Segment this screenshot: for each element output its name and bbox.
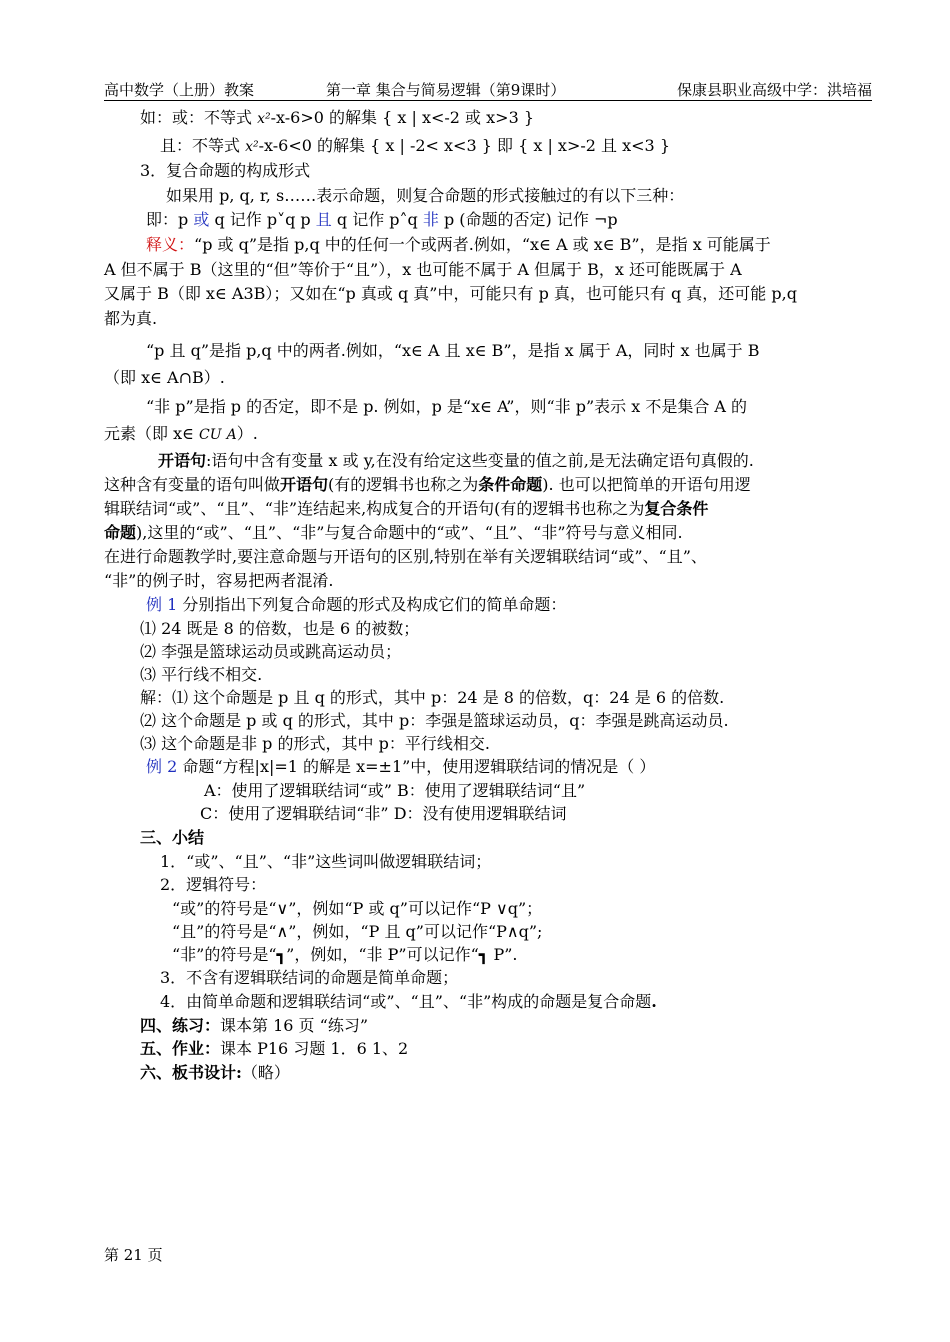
text-line-l06 — [146, 234, 771, 256]
text-line-l11 — [104, 367, 225, 389]
text-segment: 2．逻辑符号： — [160, 875, 267, 894]
text-segment: 开语句 — [158, 451, 207, 470]
text-line-l10 — [146, 340, 759, 362]
text-segment: 复合条件 — [644, 499, 709, 518]
text-segment: 四、练习： — [140, 1016, 221, 1035]
text-segment: 条件命题 — [478, 475, 543, 494]
text-segment: “且”的符号是“∧”，例如，“P 且 q”可以记作“P∧q”; — [172, 922, 543, 941]
text-line-l39 — [140, 1038, 408, 1060]
text-line-l02 — [160, 135, 670, 158]
text-segment: 元素（即 x∈ — [104, 424, 200, 443]
text-segment: 三、小结 — [140, 828, 205, 847]
header-center: 第一章 集合与简易逻辑（第9课时） — [326, 81, 566, 99]
text-segment: . — [651, 992, 657, 1011]
text-segment: （即 x∈ A∩B）. — [104, 368, 225, 387]
text-segment: ⑶ 平行线不相交. — [140, 665, 263, 684]
text-segment: (有的逻辑书也称之为 — [328, 475, 479, 494]
text-segment: U — [209, 427, 222, 443]
text-segment: 命题“方程|x|=1 的解是 x=±1”中，使用逻辑联结词的情况是（ ） — [177, 757, 656, 776]
text-line-l40 — [140, 1062, 290, 1084]
text-segment: q 记作 p˅q p — [209, 210, 316, 229]
header-left: 高中数学（上册）教案 — [104, 81, 255, 99]
text-segment: 六、板书设计: — [140, 1063, 242, 1082]
text-segment: 释义： — [146, 235, 195, 254]
text-line-l12 — [146, 396, 747, 418]
text-line-l33 — [172, 898, 542, 920]
text-segment: C：使用了逻辑联结词“非” D：没有使用逻辑联结词 — [200, 804, 567, 823]
text-segment: 且 — [315, 210, 332, 229]
text-segment: 在进行命题教学时,要注意命题与开语句的区别,特别在举有关逻辑联结词“或”、“且”、 — [104, 547, 707, 566]
text-line-l20 — [146, 594, 566, 616]
text-segment: 1．“或”、“且”、“非”这些词叫做逻辑联结词； — [160, 852, 492, 871]
text-line-l36 — [160, 967, 458, 989]
text-line-l38 — [140, 1015, 368, 1037]
text-line-l19 — [104, 570, 333, 592]
text-line-l25 — [140, 710, 729, 732]
text-segment: 例 2 — [146, 757, 178, 776]
text-segment: -x-6>0 的解集 { x | x<-2 或 x>3 } — [270, 108, 535, 127]
text-segment: “非 p”是指 p 的否定，即不是 p. 例如，p 是“x∈ A”，则“非 p”表示 x 不是集合 A 的 — [146, 397, 748, 416]
text-segment: A：使用了逻辑联结词“或” B：使用了逻辑联结词“且” — [204, 781, 586, 800]
text-line-l13 — [104, 423, 258, 446]
text-segment: :语句中含有变量 x 或 y,在没有给定这些变量的值之前,是无法确定语句真假的. — [206, 451, 754, 470]
text-segment: ⑴ 24 既是 8 的倍数，也是 6 的被数； — [140, 619, 420, 638]
text-line-l37 — [160, 991, 657, 1013]
text-segment: 非 — [422, 210, 439, 229]
text-line-l28 — [204, 780, 585, 802]
text-segment: A — [226, 427, 237, 443]
text-segment: x² — [257, 111, 271, 127]
text-line-l21 — [140, 618, 419, 640]
text-segment: 课本 P16 习题 1．6 1、2 — [220, 1039, 409, 1058]
page-number: 第 21 页 — [104, 1246, 163, 1264]
text-line-l04 — [166, 185, 684, 207]
text-line-l09 — [104, 308, 157, 330]
text-segment: ⑵ 这个命题是 p 或 q 的形式，其中 p：李强是篮球运动员，q：李强是跳高运动员. — [140, 711, 729, 730]
text-segment: 命题 — [104, 523, 137, 542]
text-segment: ）. — [236, 424, 258, 443]
text-segment: 或 — [193, 210, 210, 229]
text-segment: “p 且 q”是指 p,q 中的两者.例如，“x∈ A 且 x∈ B”，是指 x 属于 A，同时 x 也属于 B — [146, 341, 760, 360]
text-segment: 分别指出下列复合命题的形式及构成它们的简单命题： — [177, 595, 567, 614]
text-line-l23 — [140, 664, 262, 686]
text-line-l29 — [200, 803, 567, 825]
text-line-l05 — [146, 209, 618, 231]
text-segment: 3．不含有逻辑联结词的命题是简单命题； — [160, 968, 459, 987]
text-line-l34 — [172, 921, 542, 943]
text-segment: 辑联结词“或”、“且”、“非”连结起来,构成复合的开语句(有的逻辑书也称之为 — [104, 499, 645, 518]
text-segment: p (命题的否定) 记作 ¬p — [438, 210, 618, 229]
text-segment: ),这里的“或”、“且”、“非”与复合命题中的“或”、“且”、“非”符号与意义相同. — [136, 523, 683, 542]
text-segment: 五、作业： — [140, 1039, 221, 1058]
text-segment: A 但不属于 B（这里的“但”等价于“且”），x 也可能不属于 A 但属于 B，x 还可能既属于 A — [104, 260, 742, 279]
text-segment: 课本第 16 页 “练习” — [220, 1016, 368, 1035]
text-segment: ⑵ 李强是篮球运动员或跳高运动员； — [140, 642, 402, 661]
text-segment: 解：⑴ 这个命题是 p 且 q 的形式，其中 p：24 是 8 的倍数，q：24 是 6 的倍数. — [140, 688, 725, 707]
text-segment: q 记作 p˄q — [331, 210, 423, 229]
text-line-l14 — [158, 450, 754, 472]
text-segment: 都为真. — [104, 309, 158, 328]
text-segment: C — [199, 427, 210, 443]
text-segment: 开语句 — [280, 475, 329, 494]
text-segment: 例 1 — [146, 595, 178, 614]
header-right: 保康县职业高级中学：洪培福 — [676, 81, 872, 99]
text-segment: 如果用 p, q, r, s……表示命题，则复合命题的形式接触过的有以下三种： — [166, 186, 685, 205]
text-segment: 3．复合命题的构成形式 — [140, 161, 311, 180]
text-line-l26 — [140, 733, 490, 755]
text-line-l16 — [104, 498, 708, 520]
text-line-l01 — [140, 107, 534, 130]
text-segment: ⑶ 这个命题是非 p 的形式，其中 p：平行线相交. — [140, 734, 490, 753]
text-segment: 这种含有变量的语句叫做 — [104, 475, 281, 494]
text-line-l31 — [160, 851, 491, 873]
text-line-l32 — [160, 874, 266, 896]
text-line-l17 — [104, 522, 683, 544]
text-segment: -x-6<0 的解集 { x | -2< x<3 } 即 { x | x>-2 且 x<3 } — [258, 136, 670, 155]
text-segment: 即：p — [146, 210, 194, 229]
text-segment: “非”的例子时，容易把两者混淆. — [104, 571, 334, 590]
text-segment: 且：不等式 — [160, 136, 246, 155]
page-header — [104, 78, 872, 101]
text-segment: 4．由简单命题和逻辑联结词“或”、“且”、“非”构成的命题是复合命题 — [160, 992, 652, 1011]
text-line-l15 — [104, 474, 751, 496]
text-line-l18 — [104, 546, 707, 568]
text-segment: 如：或：不等式 — [140, 108, 258, 127]
text-segment: “p 或 q”是指 p,q 中的任何一个或两者.例如，“x∈ A 或 x∈ B”，是指 x 可能属于 — [194, 235, 771, 254]
text-segment: “或”的符号是“∨”，例如“P 或 q”可以记作“P ∨q”； — [172, 899, 543, 918]
text-line-l24 — [140, 687, 724, 709]
text-line-l27 — [146, 756, 655, 778]
text-line-l35 — [172, 944, 518, 966]
text-line-l08 — [104, 283, 797, 305]
text-segment: （略） — [241, 1063, 290, 1082]
text-segment: 又属于 B（即 x∈ A3B）；又如在“p 真或 q 真”中，可能只有 p 真，也可能只有 q 真，还可能 p,q — [104, 284, 797, 303]
text-line-l03 — [140, 160, 310, 182]
text-line-l30 — [140, 827, 204, 849]
text-line-l22 — [140, 641, 401, 663]
text-segment: “非”的符号是“┓”，例如，“非 P”可以记作“┓ P”. — [172, 945, 518, 964]
text-segment: x² — [245, 139, 259, 155]
text-line-l07 — [104, 259, 742, 281]
text-segment: ). 也可以把简单的开语句用逻 — [542, 475, 751, 494]
